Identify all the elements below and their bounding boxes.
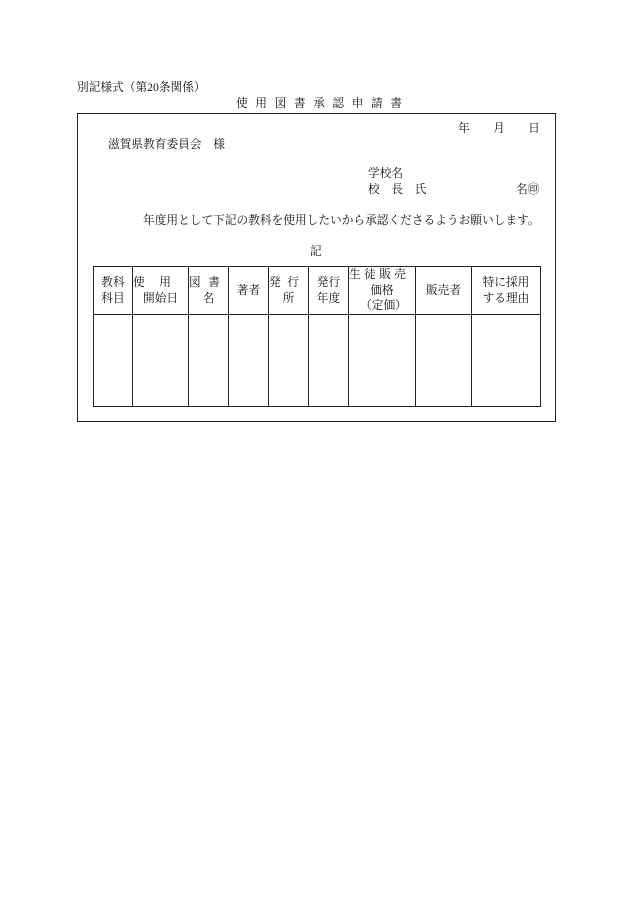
header-line: 販売者 <box>425 283 462 297</box>
header-line: 特に採用 <box>482 276 530 289</box>
table-cell <box>133 315 189 407</box>
header-subject <box>94 267 133 315</box>
header-line: する理由 <box>482 291 530 305</box>
table-cell <box>94 315 133 407</box>
principal-name-label: 校 長 氏 <box>368 183 427 196</box>
application-form-box <box>77 113 556 422</box>
school-name-label: 学校名 <box>368 167 404 180</box>
header-line: 年度 <box>316 291 341 305</box>
addressee: 滋賀県教育委員会 様 <box>108 138 225 151</box>
header-seller <box>416 267 472 315</box>
table-cell <box>229 315 269 407</box>
header-line: 価格 <box>370 283 394 297</box>
request-text: 年度用として下記の教科を使用したいから承認くださるようお願いします。 <box>143 214 540 227</box>
table-cell <box>416 315 472 407</box>
header-line: 発行 <box>316 276 341 289</box>
table-cell <box>349 315 416 407</box>
header-publisher <box>269 267 309 315</box>
usage-table <box>93 266 541 407</box>
header-line: （定価） <box>360 299 407 313</box>
date-line: 年 月 日 <box>458 122 540 135</box>
header-line: 教科 <box>101 276 125 289</box>
table-cell <box>269 315 309 407</box>
header-adoption-reason <box>472 267 541 315</box>
header-line: 生 徒 販 売 <box>349 268 406 282</box>
header-line: 発 行 <box>269 276 299 289</box>
table-cell <box>189 315 229 407</box>
header-student-price <box>349 267 416 315</box>
name-seal-label: 名㊞ <box>516 183 540 196</box>
table-cell <box>309 315 349 407</box>
form-reference-label: 別記様式（第20条関係） <box>77 81 206 94</box>
note-heading: 記 <box>310 245 322 258</box>
header-line: 所 <box>282 291 295 305</box>
table-header-row <box>94 267 541 315</box>
header-publication-year <box>309 267 349 315</box>
header-line: 開始日 <box>142 291 179 305</box>
table-cell <box>472 315 541 407</box>
header-line: 名 <box>202 291 215 305</box>
table-row <box>94 315 541 407</box>
header-author <box>229 267 269 315</box>
header-line: 著者 <box>236 283 261 297</box>
header-line: 図 書 <box>189 276 220 289</box>
header-book-title <box>189 267 229 315</box>
header-line: 使 用 <box>133 276 171 289</box>
header-line: 科目 <box>101 291 125 305</box>
document-title: 使 用 図 書 承 認 申 請 書 <box>236 97 402 110</box>
header-start-date <box>133 267 189 315</box>
